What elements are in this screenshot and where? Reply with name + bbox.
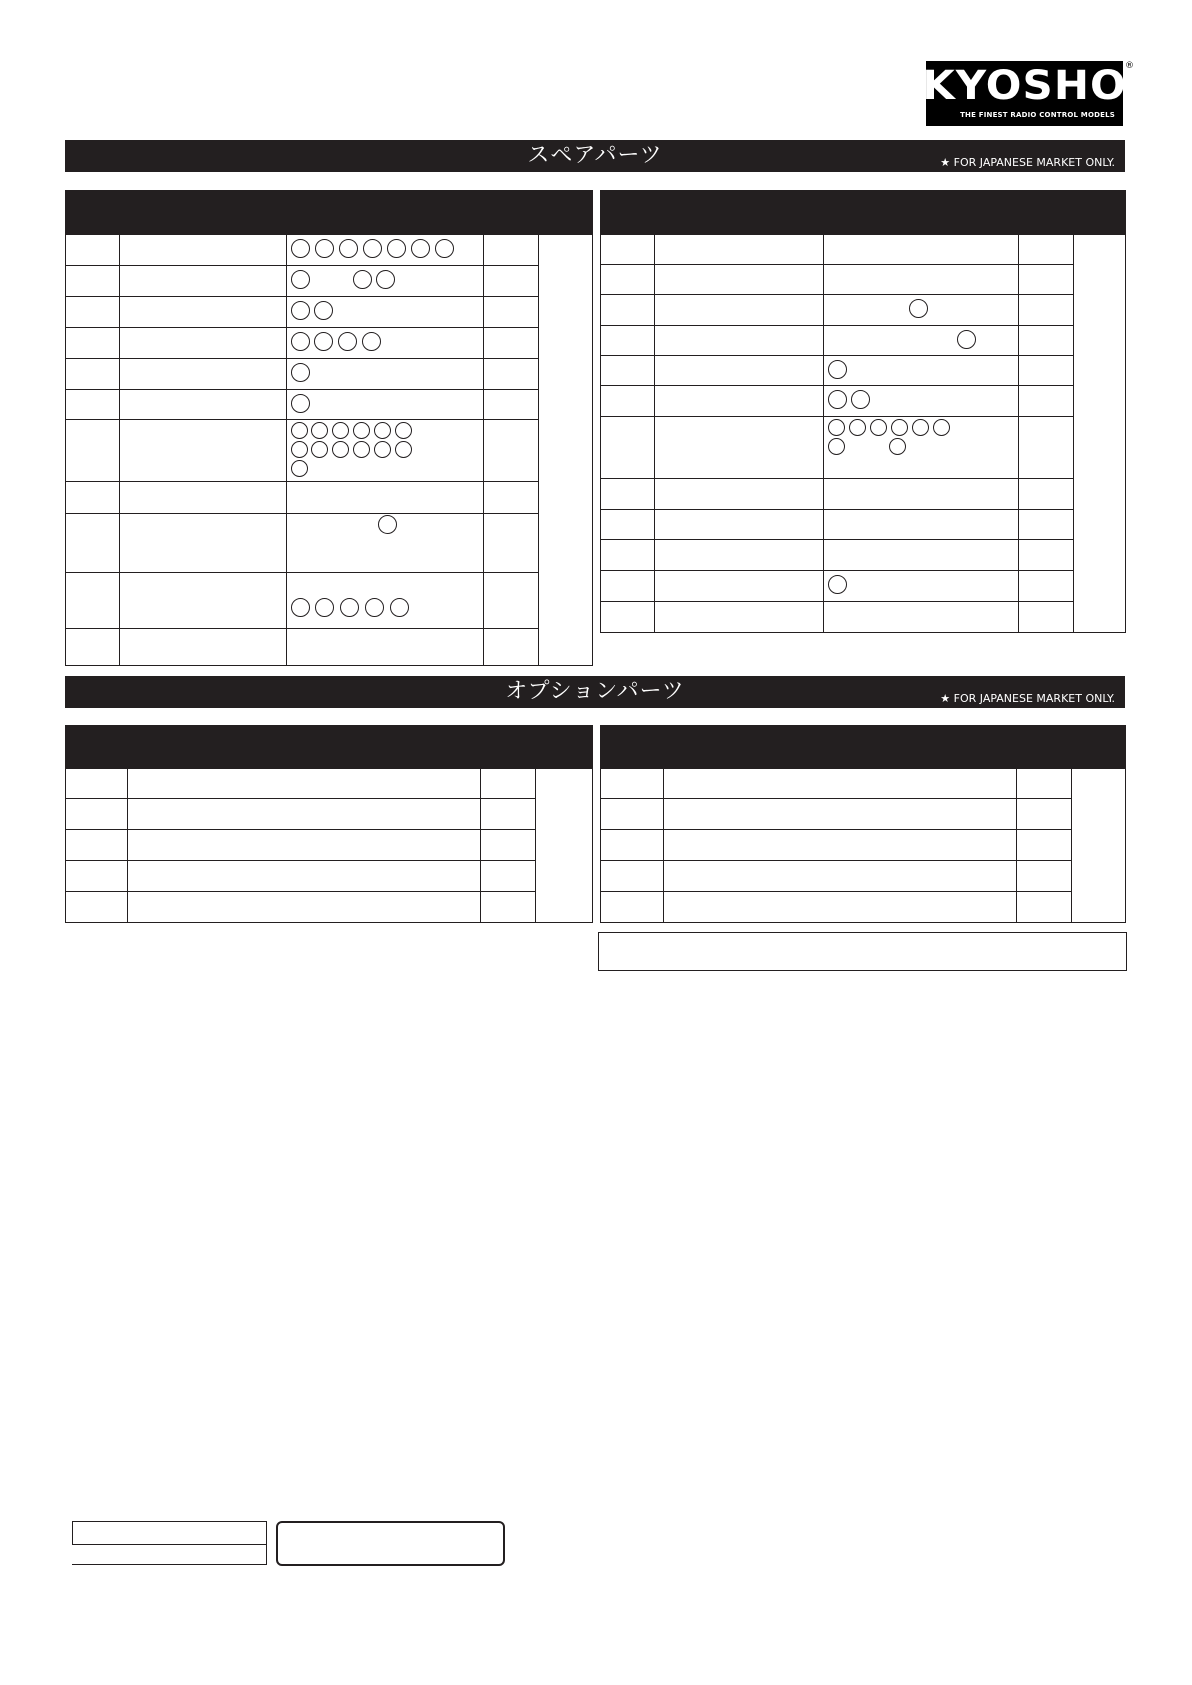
marker-circle — [291, 239, 310, 258]
marker-circle — [851, 390, 870, 409]
spare-parts-banner — [65, 140, 1125, 172]
marker-circle — [332, 441, 349, 458]
marker-circle — [435, 239, 454, 258]
marker-circle — [387, 239, 406, 258]
option-parts-table-right — [600, 725, 1126, 923]
marker-circle — [909, 299, 928, 318]
spare-parts-title: スペアパーツ — [527, 143, 663, 168]
marker-circle — [362, 332, 381, 351]
marker-circle — [291, 422, 308, 439]
marker-circle — [291, 598, 310, 617]
marker-circle — [828, 575, 847, 594]
marker-circle — [291, 301, 310, 320]
marker-circle — [311, 422, 328, 439]
marker-circle — [889, 438, 906, 455]
marker-circle — [411, 239, 430, 258]
logo-tagline: THE FINEST RADIO CONTROL MODELS — [960, 111, 1115, 119]
marker-circle — [376, 270, 395, 289]
marker-circle — [332, 422, 349, 439]
marker-circle — [828, 438, 845, 455]
marker-circle — [338, 332, 357, 351]
logo-brand: KYOSHO — [922, 63, 1127, 109]
marker-circle — [828, 360, 847, 379]
marker-circle — [353, 422, 370, 439]
spare-parts-table-right — [600, 190, 1126, 633]
marker-circle — [314, 332, 333, 351]
marker-circle — [374, 441, 391, 458]
marker-circle — [315, 598, 334, 617]
marker-circle — [395, 441, 412, 458]
kyosho-logo — [922, 61, 1127, 126]
table-header — [66, 726, 592, 769]
marker-circle — [870, 419, 887, 436]
registered-mark: ® — [1125, 61, 1134, 71]
marker-circle — [315, 239, 334, 258]
option-parts-table-left — [65, 725, 593, 923]
marker-circle — [933, 419, 950, 436]
marker-circle — [291, 394, 310, 413]
marker-circle — [891, 419, 908, 436]
marker-circle — [291, 460, 308, 477]
marker-circle — [339, 239, 358, 258]
marker-circle — [340, 598, 359, 617]
marker-circle — [291, 441, 308, 458]
marker-circle — [365, 598, 384, 617]
marker-circle — [957, 330, 976, 349]
marker-circle — [311, 441, 328, 458]
spare-parts-table-left — [65, 190, 593, 666]
marker-circle — [849, 419, 866, 436]
marker-circle — [828, 390, 847, 409]
table-header — [601, 191, 1125, 235]
marker-circle — [912, 419, 929, 436]
label-box-top — [72, 1521, 267, 1545]
marker-circle — [291, 363, 310, 382]
table-header — [601, 726, 1125, 769]
marker-circle — [353, 270, 372, 289]
marker-circle — [828, 419, 845, 436]
marker-circle — [291, 332, 310, 351]
rounded-label-box — [276, 1521, 505, 1566]
table-header — [66, 191, 592, 235]
option-parts-banner — [65, 676, 1125, 708]
note-box — [598, 932, 1127, 971]
marker-circle — [395, 422, 412, 439]
marker-circle — [291, 270, 310, 289]
option-parts-note: ★ FOR JAPANESE MARKET ONLY. — [940, 692, 1115, 705]
option-parts-title: オプションパーツ — [505, 679, 685, 704]
marker-circle — [378, 515, 397, 534]
marker-circle — [314, 301, 333, 320]
marker-circle — [353, 441, 370, 458]
marker-circle — [390, 598, 409, 617]
label-box-bottom — [72, 1544, 267, 1565]
marker-circle — [374, 422, 391, 439]
spare-parts-note: ★ FOR JAPANESE MARKET ONLY. — [940, 156, 1115, 169]
marker-circle — [363, 239, 382, 258]
